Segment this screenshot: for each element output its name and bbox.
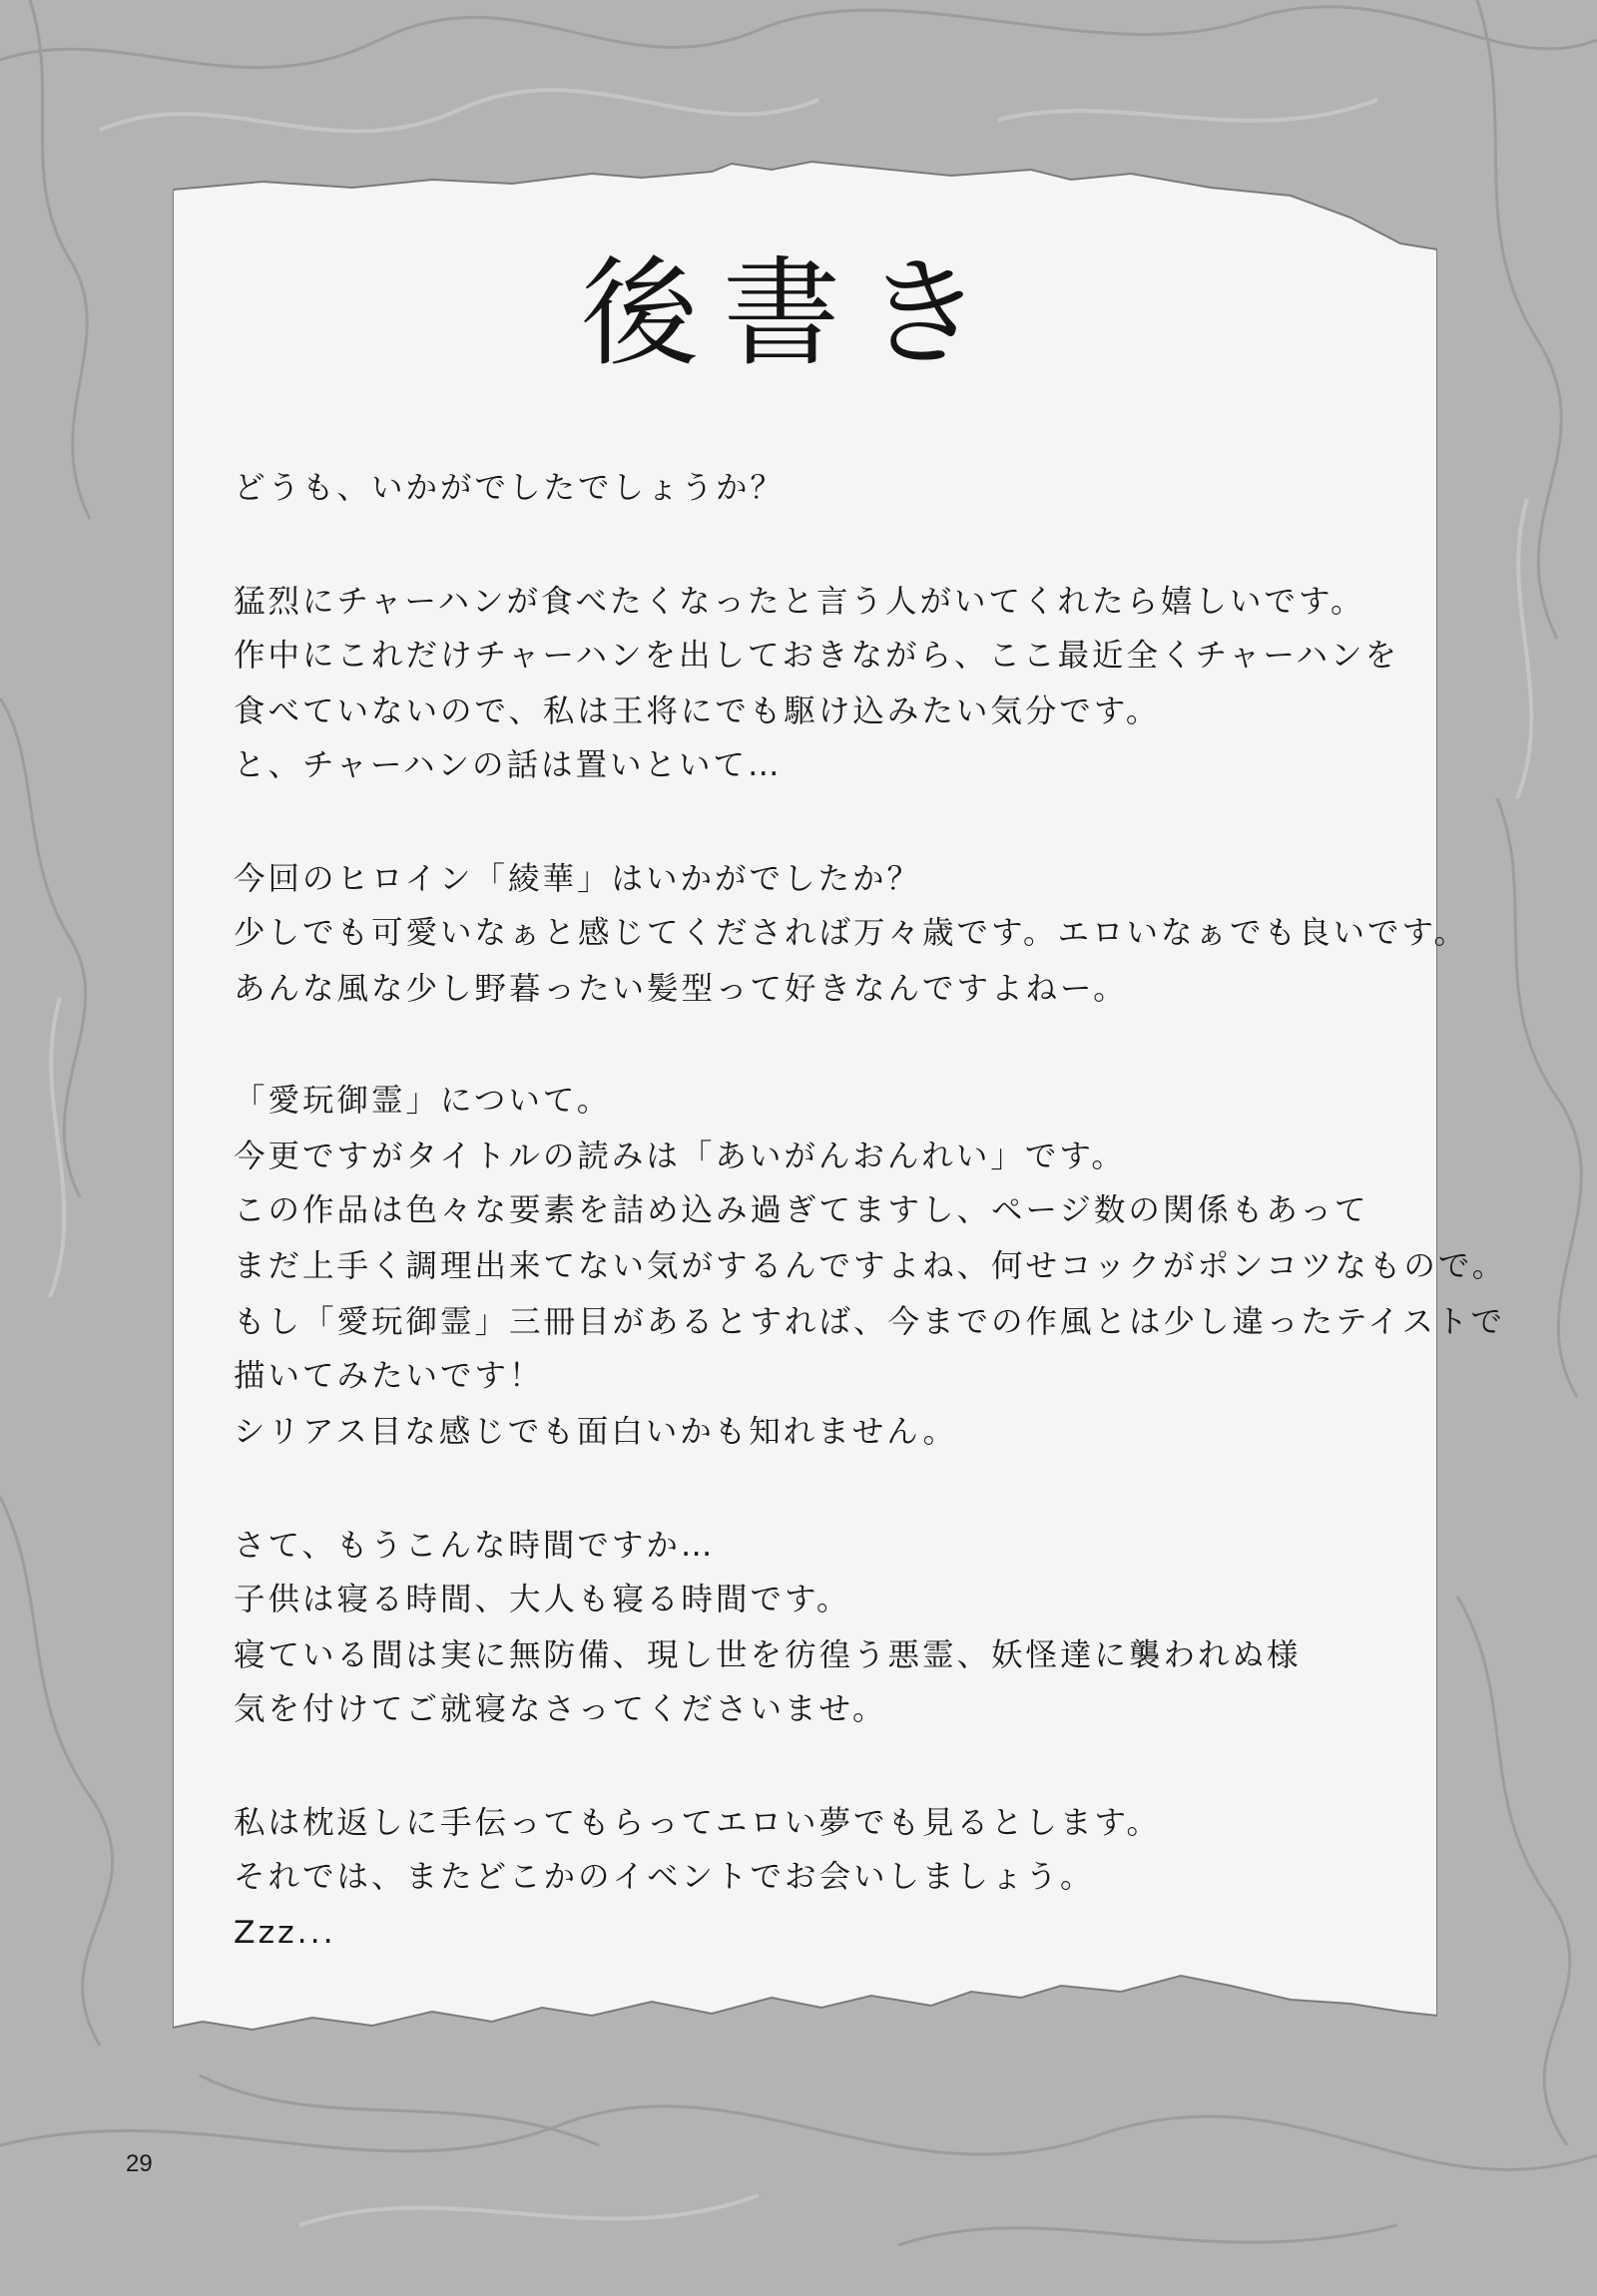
text-line: どうも、いかがでしたでしょうか？: [234, 470, 786, 506]
text-line: と、チャーハンの話は置いといて…: [234, 747, 783, 783]
text-line: 「愛玩御霊」について。: [234, 1083, 612, 1119]
text-line: 寝ている間は実に無防備、現し世を彷徨う悪霊、妖怪達に襲われぬ様: [234, 1637, 1302, 1673]
page-number: 29: [126, 2150, 153, 2177]
page-title: 後書き: [580, 244, 1006, 382]
text-line: 気を付けてご就寝なさってくださいませ。: [234, 1691, 887, 1727]
text-line: 描いてみたいです！: [234, 1358, 544, 1394]
text-line: それでは、またどこかのイベントでお会いしましょう。: [234, 1859, 1095, 1895]
text-line: Zzz...: [234, 1915, 336, 1951]
text-line: まだ上手く調理出来てない気がするんですよね、何せコックがポンコツなもので。: [234, 1248, 1507, 1284]
text-line: もし「愛玩御霊」三冊目があるとすれば、今までの作風とは少し違ったテイストで: [234, 1304, 1505, 1340]
text-line: 少しでも可愛いなぁと感じてくだされば万々歳です。エロいなぁでも良いです。: [234, 915, 1468, 951]
text-line: 猛烈にチャーハンが食べたくなったと言う人がいてくれたら嬉しいです。: [234, 584, 1365, 620]
text-line: 今更ですがタイトルの読みは「あいがんおんれい」です。: [234, 1139, 1126, 1174]
text-line: 食べていないので、私は王将にでも駆け込みたい気分です。: [234, 693, 1161, 729]
text-line: 作中にこれだけチャーハンを出しておきながら、ここ最近全くチャーハンを: [234, 638, 1399, 674]
text-line: さて、もうこんな時間ですか…: [234, 1528, 716, 1564]
text-line: 私は枕返しに手伝ってもらってエロい夢でも見るとします。: [234, 1805, 1161, 1841]
text-line: 今回のヒロイン「綾華」はいかがでしたか？: [234, 861, 922, 897]
text-line: あんな風な少し野暮ったい髪型って好きなんですよねー。: [234, 971, 1128, 1007]
text-line: この作品は色々な要素を詰め込み過ぎてますし、ページ数の関係もあって: [234, 1192, 1369, 1228]
text-line: 子供は寝る時間、大人も寝る時間です。: [234, 1582, 851, 1617]
text-line: シリアス目な感じでも面白いかも知れません。: [234, 1414, 958, 1450]
